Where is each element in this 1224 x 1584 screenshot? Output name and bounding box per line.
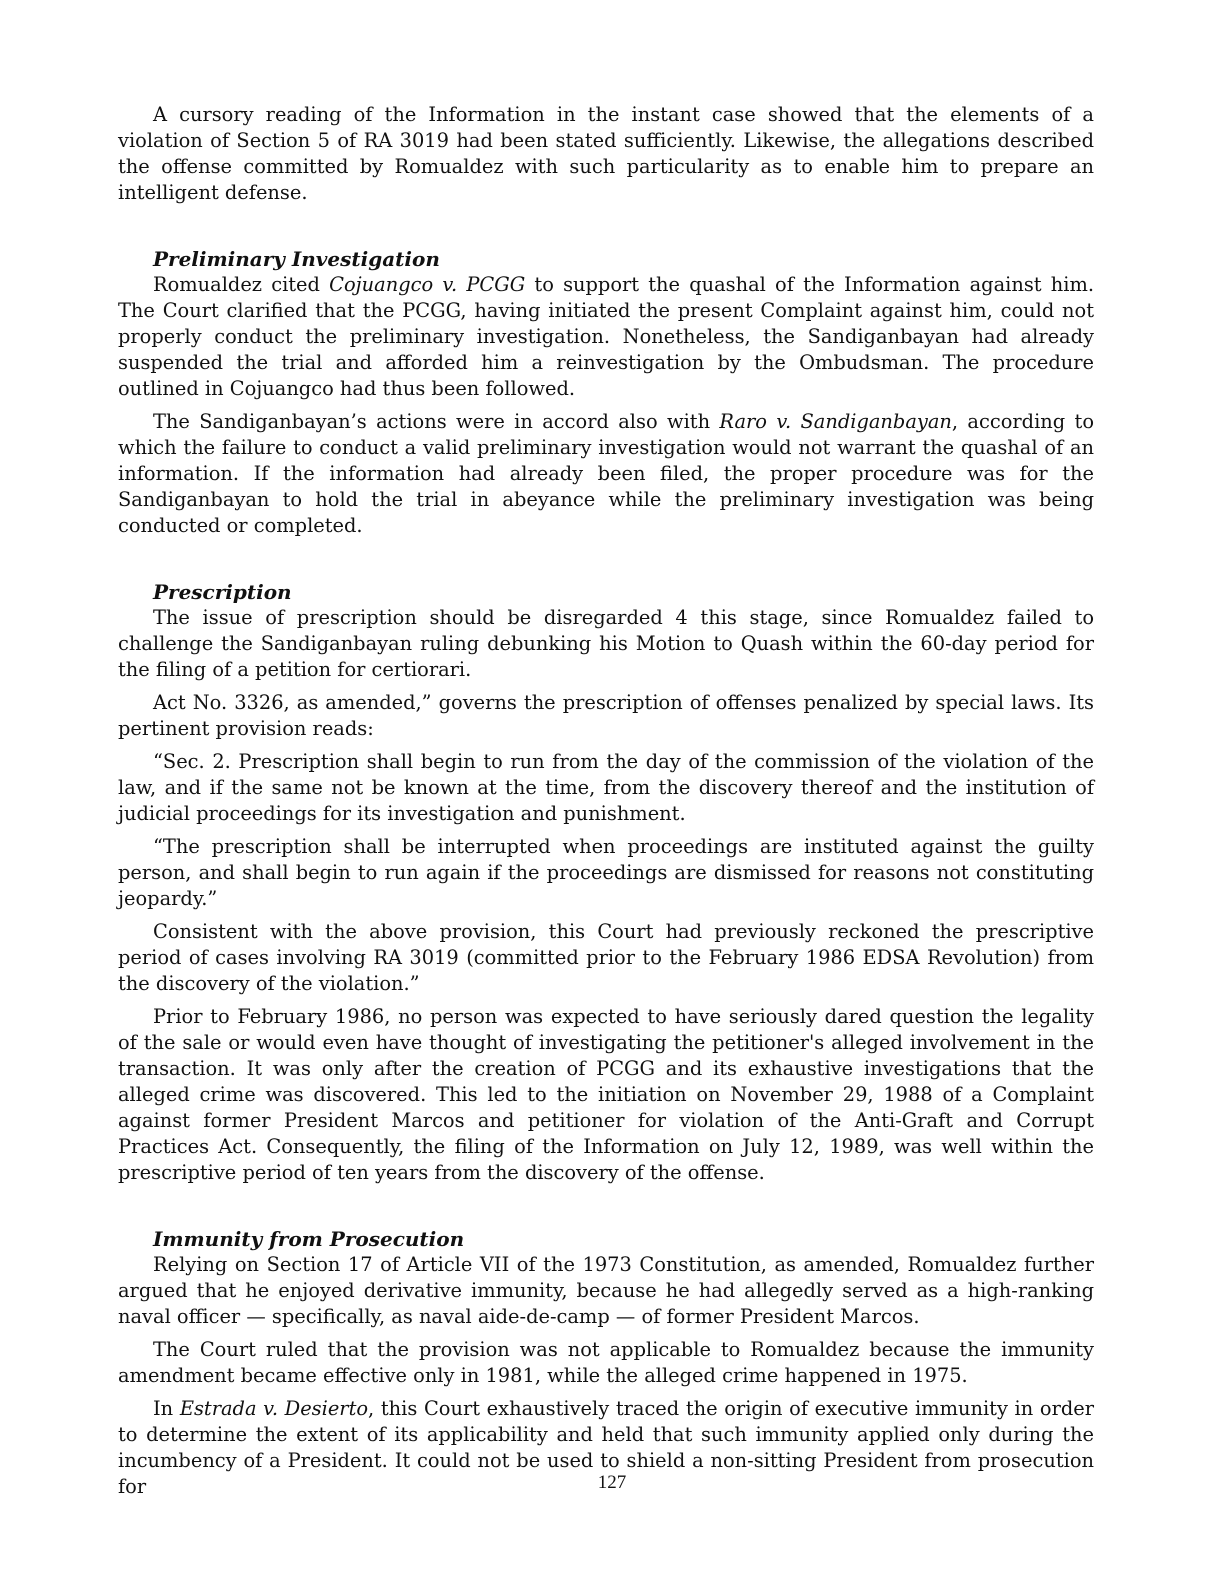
preliminary-paragraph-2: The Sandiganbayan’s actions were in accord also with Raro v. Sandiganbayan, according to which the failure to conduct a valid preliminary investigation would not warrant the quashal of an information. If the information had already been filed, the proper procedure was for the Sandiganbayan to hold the trial in abeyance while the preliminary investigation was being conducted or completed. [118,410,1094,537]
page-number: 127 [597,1472,627,1493]
section-heading-immunity: Immunity from Prosecution [153,1227,465,1251]
section-heading-preliminary-investigation: Preliminary Investigation [153,247,440,271]
prescription-quote-1: “Sec. 2. Prescription shall begin to run from the day of the commission of the violation of the law, and if the same not be known at the time, from the discovery thereof and the institution of judicial proceedings for its investigation and punishment. [118,750,1094,825]
document-page [118,102,1094,1507]
case-citation: Cojuangco v. PCGG [329,273,526,296]
section-heading-prescription: Prescription [153,580,292,604]
prescription-paragraph-5: Consistent with the above provision, this Court had previously reckoned the prescriptive period of cases involving RA 3019 (committed prior to the February 1986 EDSA Revolution) from the discovery of the violation.” [118,920,1094,995]
immunity-paragraph-1: Relying on Section 17 of Article VII of the 1973 Constitution, as amended, Romualdez further argued that he enjoyed derivative immunity, because he had allegedly served as a high-ranking naval officer — specifically, as naval aide-de-camp — of former President Marcos. [118,1253,1094,1328]
prescription-paragraph-6: Prior to February 1986, no person was expected to have seriously dared question the legality of the sale or would even have thought of investigating the petitioner's alleged involvement in the transaction. It was only after the creation of PCGG and its exhaustive investigations that the alleged crime was discovered. This led to the initiation on November 29, 1988 of a Complaint against former President Marcos and petitioner for violation of the Anti-Graft and Corrupt Practices Act. Consequently, the filing of the Information on July 12, 1989, was well within the prescriptive period of ten years from the discovery of the offense. [118,1005,1094,1184]
prescription-paragraph-1: The issue of prescription should be disregarded 4 this stage, since Romualdez failed to challenge the Sandiganbayan ruling debunking his Motion to Quash within the 60-day period for the filing of a petition for certiorari. [118,606,1094,681]
case-citation: Estrada v. Desierto [179,1397,369,1420]
prescription-quote-2: “The prescription shall be interrupted when proceedings are instituted against the guilty person, and shall begin to run again if the proceedings are dismissed for reasons not constituting jeopardy.” [118,835,1094,910]
intro-paragraph: A cursory reading of the Information in the instant case showed that the elements of a violation of Section 5 of RA 3019 had been stated sufficiently. Likewise, the allegations described the offense committed by Romualdez with such particularity as to enable him to prepare an intelligent defense. [118,103,1094,204]
immunity-paragraph-3: In Estrada v. Desierto, this Court exhaustively traced the origin of executive immunity in order to determine the extent of its applicability and held that such immunity applied only during the incumbency of a President. It could not be used to shield a non-sitting President from prosecution for [118,1397,1095,1498]
preliminary-paragraph-1: Romualdez cited Cojuangco v. PCGG to support the quashal of the Information against him. The Court clarified that the PCGG, having initiated the present Complaint against him, could not properly conduct the preliminary investigation. Nonetheless, the Sandiganbayan had already suspended the trial and afforded him a reinvestigation by the Ombudsman. The procedure outlined in Cojuangco had thus been followed. [118,273,1095,400]
immunity-paragraph-2: The Court ruled that the provision was not applicable to Romualdez because the immunity amendment became effective only in 1981, while the alleged crime happened in 1975. [118,1338,1094,1387]
prescription-paragraph-2: Act No. 3326, as amended,” governs the prescription of offenses penalized by special laws. Its pertinent provision reads: [118,691,1094,740]
case-citation: Raro v. Sandiganbayan [719,410,952,433]
